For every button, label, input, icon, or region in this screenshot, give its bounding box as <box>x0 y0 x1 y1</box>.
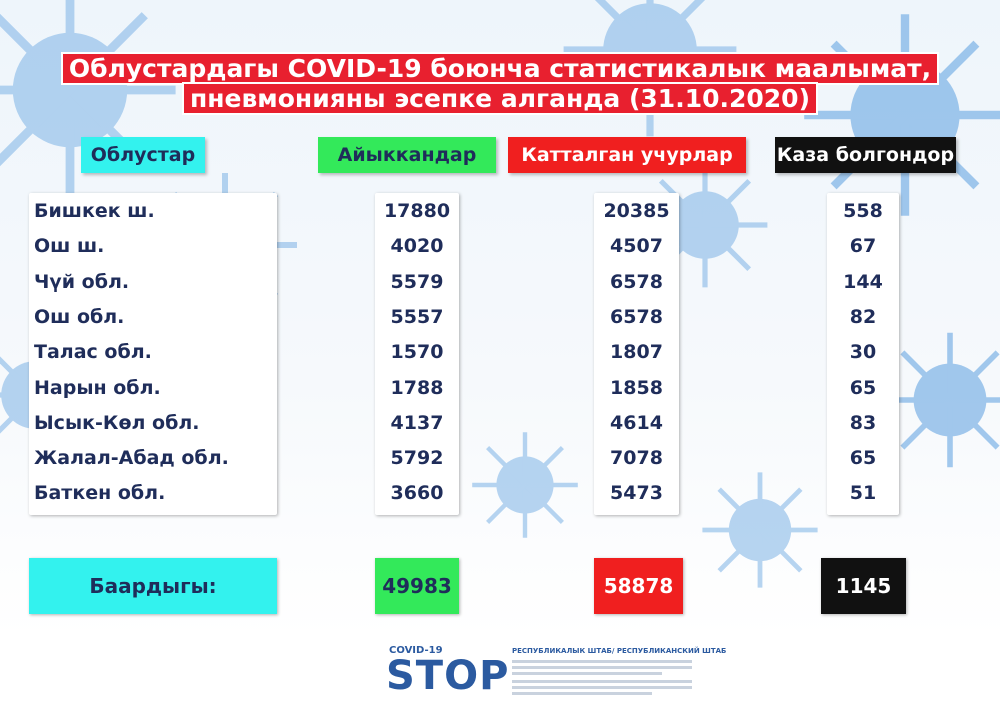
recovered-cell: 5792 <box>390 447 444 470</box>
deaths-cell: 144 <box>843 270 883 293</box>
region-cell: Талас обл. <box>34 341 152 364</box>
page-subtitle <box>0 84 1000 114</box>
fine-print-line <box>512 666 692 669</box>
cases-cell: 5473 <box>610 482 663 505</box>
recovered-cell: 5579 <box>390 270 444 293</box>
header-deaths: Каза болгондор <box>775 137 956 173</box>
deaths-cell: 67 <box>849 235 877 258</box>
title-line-2: пневмонияны эсепке алганда (31.10.2020) <box>184 84 816 113</box>
region-cell: Ош обл. <box>34 305 125 328</box>
fine-print-line <box>512 672 662 675</box>
totals-label: Баардыгы: <box>29 558 277 614</box>
region-cell: Жалал-Абад обл. <box>34 447 229 470</box>
deaths-cell: 51 <box>849 482 877 505</box>
region-cell: Нарын обл. <box>34 376 161 399</box>
virus-icon <box>800 10 1000 220</box>
cases-cell: 6578 <box>610 305 663 328</box>
deaths-cell: 65 <box>849 447 877 470</box>
recovered-cell: 1570 <box>390 341 444 364</box>
cases-cell: 4614 <box>610 411 663 434</box>
recovered-column <box>375 193 459 515</box>
header-regions: Облустар <box>81 137 205 173</box>
recovered-cell: 4137 <box>390 411 444 434</box>
recovered-cell: 1788 <box>390 376 444 399</box>
recovered-cell: 5557 <box>390 305 444 328</box>
fine-print-line <box>512 686 692 689</box>
cases-cell: 1858 <box>610 376 663 399</box>
cases-cell: 20385 <box>603 200 670 222</box>
virus-icon <box>700 470 820 590</box>
deaths-cell: 65 <box>849 376 877 399</box>
region-cell: Бишкек ш. <box>34 200 155 222</box>
recovered-cell: 3660 <box>390 482 444 505</box>
virus-icon <box>470 430 580 540</box>
cases-cell: 1807 <box>610 341 663 364</box>
deaths-cell: 30 <box>849 341 877 364</box>
stop-logo: STOP <box>386 653 510 699</box>
fine-print-line <box>512 692 652 695</box>
cases-cell: 4507 <box>610 235 663 258</box>
total-deaths: 1145 <box>821 558 906 614</box>
title-line-1: Облустардагы COVID-19 боюнча статистикалык маалымат, <box>63 54 937 83</box>
covid-label: COVID-19 <box>389 645 443 656</box>
region-cell: Ош ш. <box>34 235 105 258</box>
cases-cell: 6578 <box>610 270 663 293</box>
recovered-cell: 4020 <box>390 235 444 258</box>
total-cases: 58878 <box>594 558 683 614</box>
fine-print-line <box>512 680 692 683</box>
total-recovered: 49983 <box>375 558 459 614</box>
region-cell: Ысык-Көл обл. <box>34 411 200 434</box>
shtab-label: РЕСПУБЛИКАЛЫК ШТАБ/ РЕСПУБЛИКАНСКИЙ ШТАБ <box>512 647 727 655</box>
region-cell: Чүй обл. <box>34 270 130 293</box>
cases-cell: 7078 <box>610 447 663 470</box>
deaths-column <box>827 193 899 515</box>
cases-column <box>594 193 679 515</box>
deaths-cell: 83 <box>849 411 877 434</box>
header-recovered: Айыккандар <box>318 137 496 173</box>
page-title <box>0 54 1000 84</box>
recovered-cell: 17880 <box>383 200 451 222</box>
region-cell: Баткен обл. <box>34 482 166 505</box>
deaths-cell: 558 <box>843 200 883 222</box>
deaths-cell: 82 <box>849 305 877 328</box>
fine-print-line <box>512 660 692 663</box>
regions-column <box>29 193 277 515</box>
header-cases: Катталган учурлар <box>508 137 746 173</box>
